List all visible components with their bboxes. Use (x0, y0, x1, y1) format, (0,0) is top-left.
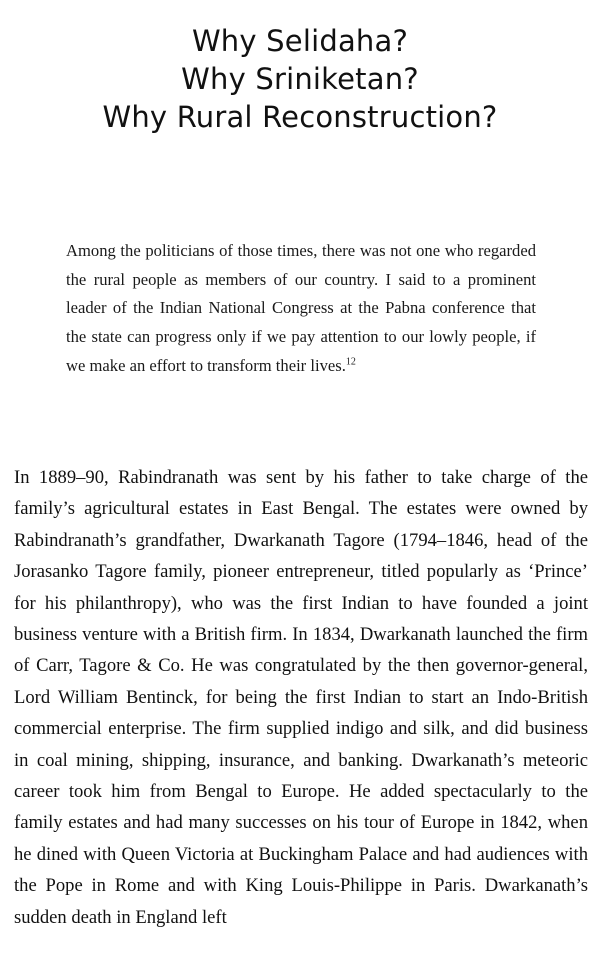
chapter-title-line-2: Why Sriniketan? (181, 62, 419, 96)
body-paragraph: In 1889–90, Rabindranath was sent by his father to take charge of the family’s agricultural estates in East Bengal. The estates were owned by Rabindranath’s grandfather, Dwarkanath Tagore (1794–1846, head of the Jorasanko Tagore family, pioneer entrepreneur, titled popularly as ‘Prince’ for his philanthropy), who was the first Indian to have founded a joint business venture with a British firm. In 1834, Dwarkanath launched the firm of Carr, Tagore & Co. He was congratulated by the then governor-general, Lord William Bentinck, for being the first Indian to start an Indo-British commercial enterprise. The firm supplied indigo and silk, and did business in coal mining, shipping, insurance, and banking. Dwarkanath’s meteoric career took him from Bengal to Europe. He added spectacularly to the family estates and had many successes on his tour of Europe in 1842, when he dined with Queen Victoria at Buckingham Palace and had audiences with the Pope in Rome and with King Louis-Philippe in Paris. Dwarkanath’s sudden death in England left (14, 467, 588, 928)
footnote-marker: 12 (345, 356, 356, 368)
epigraph-quote (66, 237, 536, 381)
chapter-title (0, 22, 600, 136)
epigraph-text: Among the politicians of those times, there was not one who regarded the rural people as members of our country. I said to a prominent leader of the Indian National Congress at the Pabna conference that the state can progress only if we pay attention to our lowly people, if we make an effort to transform their lives. (66, 241, 536, 375)
chapter-title-line-3: Why Rural Reconstruction? (102, 100, 498, 134)
chapter-title-line-1: Why Selidaha? (191, 24, 409, 58)
